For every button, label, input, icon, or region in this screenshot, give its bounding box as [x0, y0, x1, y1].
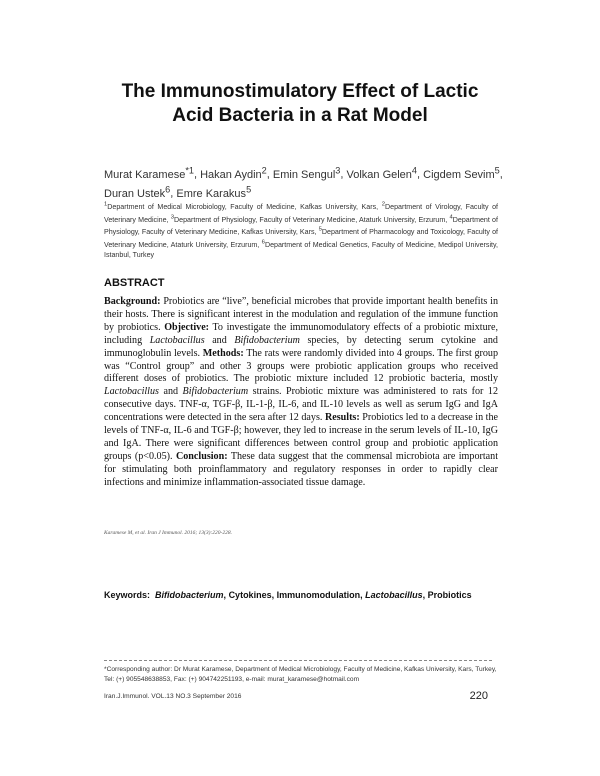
- author: Murat Karamese$^{*1}$: [104, 165, 194, 181]
- background-text: Probiotics are “live”, beneficial microbes that provide important health benefits in their hosts. There is significant interest in the modulation and regulation of the immune function by probiotics.: [104, 296, 498, 333]
- author: Volkan Gelen$^4$: [346, 165, 418, 181]
- species-name: Bifidobacterium: [182, 386, 249, 398]
- affiliation: $^5$Department of Pharmacology and Toxicology, Faculty of Veterinary Medicine, Ataturk University, Erzurum,: [104, 227, 498, 250]
- corresponding-author-note: *Corresponding author: Dr Murat Karamese, Department of Medical Microbiology, Faculty of Medicine, Kafkas University, Kars, Turkey, Tel: (+) 905548638853, Fax: (+) 904742251193, e-mail: murat_karamese@hotmail.com: [104, 666, 497, 683]
- title-line-2: Acid Bacteria in a Rat Model: [172, 105, 428, 126]
- keyword: Cytokines, Immunomodulation,: [228, 590, 363, 600]
- author: Emin Sengul$^3$: [272, 165, 341, 181]
- background-label: Background:: [104, 296, 161, 307]
- abstract-heading: ABSTRACT: [104, 277, 165, 289]
- affiliation: $^3$Department of Physiology, Faculty of Veterinary Medicine, Ataturk University, Erzurum,: [170, 214, 448, 224]
- species-name: Lactobacillus: [149, 334, 205, 346]
- objective-text: To investigate the immunomodulatory effects of a probiotic mixture, including: [104, 321, 498, 346]
- conclusion-text: These data suggest that the commensal microbiota are important for stimulating both proinflammatory and regulatory responses in order to rapidly clear infections and minimize inflammation-associated tissue damage.: [104, 450, 499, 488]
- species-name: Lactobacillus: [104, 386, 159, 398]
- title-line-1: The Immunostimulatory Effect of Lactic: [121, 81, 479, 102]
- affiliations: [104, 200, 498, 260]
- affiliation: $^6$Department of Medical Genetics, Faculty of Medicine, Medipol University, Istanbul, Turkey: [104, 239, 498, 260]
- keyword: Probiotics: [427, 590, 472, 600]
- keyword: Lactobacillus: [365, 590, 423, 600]
- author-list: Murat Karamese$^{*1}$, Hakan Aydin$^2$, Emin Sengul$^3$, Volkan Gelen$^4$, Cigdem Sevim$^5$, Duran Ustek$^6$, Emre Karakus$^5$: [104, 165, 503, 200]
- affiliation: $^1$Department of Medical Microbiology, Faculty of Medicine, Kafkas University, Kars,: [104, 202, 379, 212]
- affiliation: $^2$Department of Virology, Faculty of Veterinary Medicine,: [104, 202, 498, 224]
- author: Emre Karakus$^5$: [176, 184, 252, 200]
- methods-text: The rats were randomly divided into 4 groups. The first group was “Control group” and other 3 groups were probiotic application groups who received different doses of probiotics. The probiotic mixture included 12 probiotic bacteria, mostly: [104, 347, 499, 385]
- results-label: Results:: [324, 412, 360, 424]
- species-name: Bifidobacterium: [234, 334, 300, 346]
- abstract-body: Background: Probiotics are “live”, beneficial microbes that provide important health benefits in their hosts. There is significant interest in the modulation and regulation of the immune function by probiotics. Objective: To investigate the immunomodulatory effects of a probiotic mixture, including Lactobacillus and Bifidobacterium species, by detecting serum cytokine and immunoglobulin levels. Methods: The rats were randomly divided into 4 groups. The first group was “Control group” and other 3 groups were probiotic application groups who received different doses of probiotics. The probiotic mixture included 12 probiotic bacteria, mostly Lactobacillus and Bifidobacterium strains. Probiotic mixture was administered to rats for 12 consecutive days. TNF-α, TGF-β, IL-1-β, IL-6, and IL-10 levels as well as serum IgG and IgA concentrations were detected in the sera after 12 days. Results: Probiotics led to a decrease in the levels of TNF-α, IL-6 and TGF-β; however, they led to increase in the serum levels of IL-10, IgG and IgA. There were significant differences between control group and probiotic application groups (p<0.05). Conclusion: These data suggest that the commensal microbiota are important for stimulating both proinflammatory and regulatory responses in order to rapidly clear infections and minimize inflammation-associated tissue damage.: [104, 296, 499, 488]
- paper-title: [60, 80, 540, 128]
- author: Duran Ustek$^6$: [104, 184, 171, 200]
- objective-label: Objective:: [164, 321, 210, 333]
- results-text: Probiotics led to a decrease in the levels of TNF-α, IL-6 and TGF-β; however, they led to increase in the serum levels of IL-10, IgG and IgA. There were significant differences between control group and probiotic application groups (p<0.05).: [104, 412, 498, 462]
- keyword: Bifidobacterium: [155, 590, 224, 600]
- keywords: Keywords: Bifidobacterium, Cytokines, Immunomodulation, Lactobacillus, Probiotics: [104, 590, 472, 600]
- author: Cigdem Sevim$^5$: [423, 165, 500, 181]
- affiliation: $^4$Department of Physiology, Faculty of Veterinary Medicine, Kafkas University, Kars,: [104, 214, 498, 237]
- conclusion-label: Conclusion:: [175, 450, 228, 462]
- footnote-divider: [104, 660, 492, 661]
- methods-label: Methods:: [202, 347, 244, 359]
- page-number: 220: [469, 690, 488, 702]
- citation: Karamese M, et al. Iran J Immunol. 2016; 13(3):220-228.: [104, 530, 233, 536]
- keywords-label: Keywords:: [104, 590, 151, 600]
- author: Hakan Aydin$^2$: [200, 165, 267, 181]
- journal-footer: Iran.J.Immunol. VOL.13 NO.3 September 2016: [104, 693, 242, 700]
